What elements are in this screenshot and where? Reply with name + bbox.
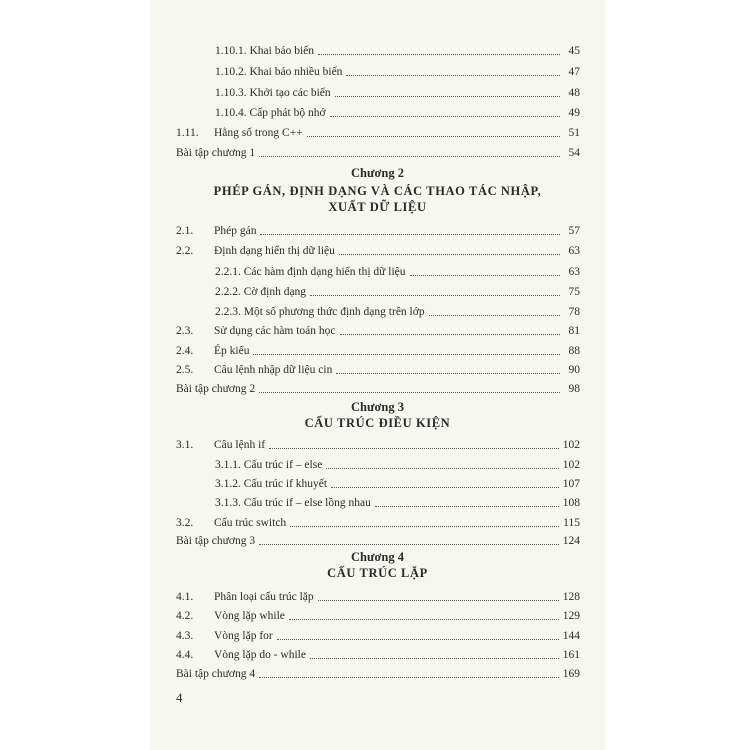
toc-entry: 2.2. Định dạng hiển thị dữ liệu 63 xyxy=(176,245,580,257)
toc-entry: 1.11. Hằng số trong C++ 51 xyxy=(176,127,580,139)
chapter-label: Chương 3 xyxy=(351,400,404,414)
entry-page-number: 57 xyxy=(568,225,580,237)
chapter-title: CẤU TRÚC LẶP xyxy=(327,566,428,580)
dot-leader xyxy=(290,526,559,527)
toc-entry: 3.1.2. Cấu trúc if khuyết 107 xyxy=(215,478,580,490)
dot-leader xyxy=(336,373,560,374)
entry-page-number: 78 xyxy=(568,306,580,318)
dot-leader xyxy=(259,156,560,157)
toc-entry: 1.10.1. Khai báo biến 45 xyxy=(215,45,580,57)
entry-page-number: 49 xyxy=(568,107,580,119)
chapter-label: Chương 4 xyxy=(351,550,404,564)
entry-page-number: 63 xyxy=(568,266,580,278)
entry-page-number: 161 xyxy=(562,649,580,661)
entry-page-number: 63 xyxy=(568,245,580,257)
dot-leader xyxy=(339,254,560,255)
dot-leader xyxy=(269,448,559,449)
dot-leader xyxy=(289,619,559,620)
dot-leader xyxy=(260,234,560,235)
toc-entry: 2.4. Ép kiểu 88 xyxy=(176,345,580,357)
toc-entry: 2.2.1. Các hàm định dạng hiển thị dữ liệu 63 xyxy=(215,266,580,278)
dot-leader xyxy=(335,96,560,97)
toc-exercise-entry: Bài tập chương 1 54 xyxy=(176,147,580,159)
dot-leader xyxy=(277,639,559,640)
toc-entry: 4.3. Vòng lặp for 144 xyxy=(176,630,580,642)
entry-page-number: 128 xyxy=(562,591,580,603)
entry-page-number: 102 xyxy=(562,439,580,451)
entry-page-number: 51 xyxy=(568,127,580,139)
toc-exercise-entry: Bài tập chương 4 169 xyxy=(176,668,580,680)
chapter-title-line2: XUẤT DỮ LIỆU xyxy=(328,200,427,214)
dot-leader xyxy=(340,334,560,335)
toc-entry: 3.2. Cấu trúc switch 115 xyxy=(176,517,580,529)
dot-leader xyxy=(331,487,559,488)
dot-leader xyxy=(259,544,559,545)
dot-leader xyxy=(259,677,559,678)
dot-leader xyxy=(259,392,560,393)
entry-page-number: 102 xyxy=(562,459,580,471)
toc-entry: 2.5. Câu lệnh nhập dữ liệu cin 90 xyxy=(176,364,580,376)
entry-page-number: 98 xyxy=(568,383,580,395)
dot-leader xyxy=(318,54,560,55)
dot-leader xyxy=(253,354,560,355)
toc-entry: 4.2. Vòng lặp while 129 xyxy=(176,610,580,622)
dot-leader xyxy=(410,275,560,276)
toc-entry: 4.4. Vòng lặp do - while 161 xyxy=(176,649,580,661)
entry-page-number: 81 xyxy=(568,325,580,337)
dot-leader xyxy=(346,75,560,76)
entry-page-number: 47 xyxy=(568,66,580,78)
toc-entry: 1.10.3. Khởi tạo các biến 48 xyxy=(215,87,580,99)
toc-entry: 3.1.3. Cấu trúc if – else lồng nhau 108 xyxy=(215,497,580,509)
chapter-label: Chương 2 xyxy=(351,166,404,180)
dot-leader xyxy=(310,658,559,659)
toc-exercise-entry: Bài tập chương 2 98 xyxy=(176,383,580,395)
chapter-title: CẤU TRÚC ĐIỀU KIỆN xyxy=(304,416,451,430)
entry-page-number: 108 xyxy=(562,497,580,509)
dot-leader xyxy=(375,506,559,507)
entry-page-number: 169 xyxy=(562,668,580,680)
dot-leader xyxy=(307,136,560,137)
dot-leader xyxy=(310,295,560,296)
toc-entry: 3.1. Câu lệnh if 102 xyxy=(176,439,580,451)
toc-entry: 2.2.3. Một số phương thức định dạng trên lớp 78 xyxy=(215,306,580,318)
entry-page-number: 124 xyxy=(562,535,580,547)
entry-page-number: 115 xyxy=(563,517,580,529)
entry-page-number: 107 xyxy=(562,478,580,490)
toc-entry: 2.1. Phép gán 57 xyxy=(176,225,580,237)
entry-page-number: 54 xyxy=(568,147,580,159)
dot-leader xyxy=(429,315,560,316)
entry-page-number: 48 xyxy=(568,87,580,99)
entry-page-number: 45 xyxy=(568,45,580,57)
entry-page-number: 90 xyxy=(568,364,580,376)
toc-entry: 2.2.2. Cờ định dạng 75 xyxy=(215,286,580,298)
toc-entry: 4.1. Phân loại cấu trúc lặp 128 xyxy=(176,591,580,603)
toc-entry: 1.10.4. Cấp phát bộ nhớ 49 xyxy=(215,107,580,119)
dot-leader xyxy=(318,600,559,601)
page-number: 4 xyxy=(176,690,183,705)
entry-page-number: 144 xyxy=(562,630,580,642)
dot-leader xyxy=(330,116,560,117)
dot-leader xyxy=(326,468,558,469)
toc-entry: 3.1.1. Cấu trúc if – else 102 xyxy=(215,459,580,471)
toc-entry: 1.10.2. Khai báo nhiều biến 47 xyxy=(215,66,580,78)
toc-exercise-entry: Bài tập chương 3 124 xyxy=(176,535,580,547)
entry-page-number: 129 xyxy=(562,610,580,622)
toc-entry: 2.3. Sử dụng các hàm toán học 81 xyxy=(176,325,580,337)
entry-page-number: 75 xyxy=(568,286,580,298)
entry-page-number: 88 xyxy=(568,345,580,357)
chapter-title: PHÉP GÁN, ĐỊNH DẠNG VÀ CÁC THAO TÁC NHẬP, xyxy=(213,184,542,198)
